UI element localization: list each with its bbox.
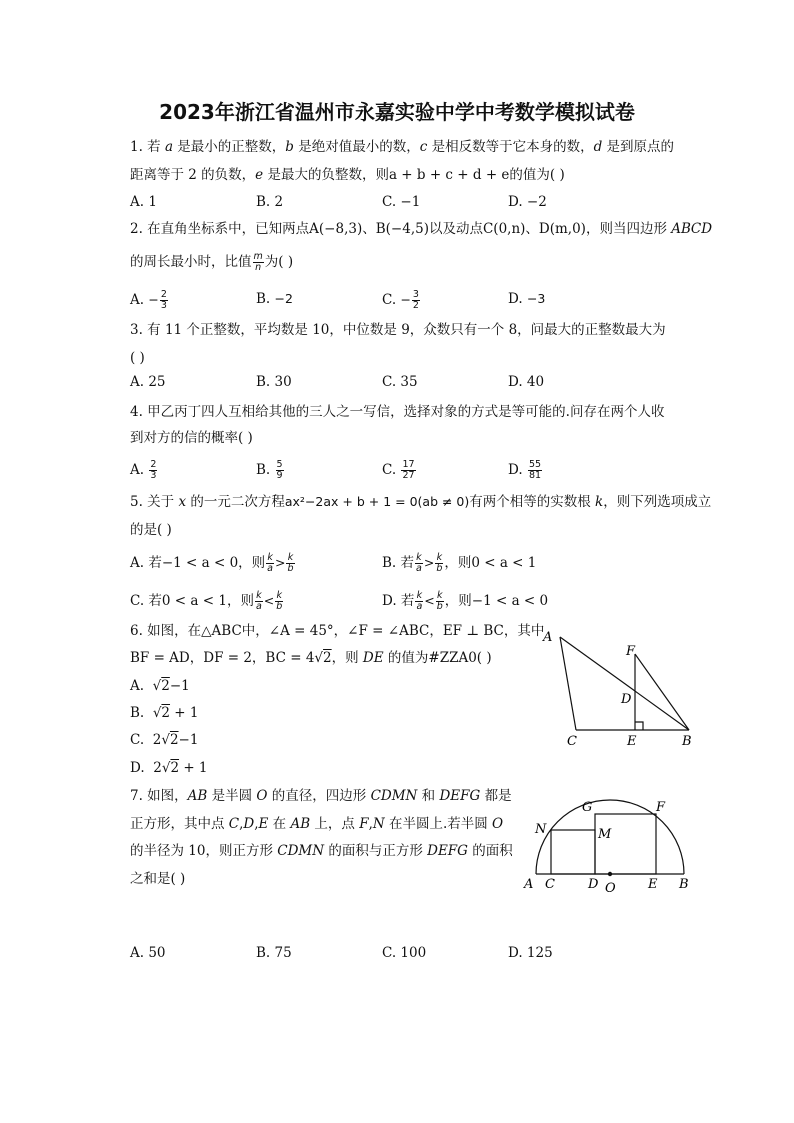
relation: < [424,593,435,608]
frac-den: 3 [160,300,167,311]
segment-AB [560,637,689,730]
option-label: B. [256,291,271,307]
square-CDMN [551,830,595,874]
frac-den: 3 [150,470,157,481]
q2-option-a [130,290,169,311]
q6-line2-pre: BF = AD，DF = 2，BC = 4 [130,650,315,666]
q5-line2: 的是( ) [130,522,172,538]
q6-line2-post: ，则 𝐷𝐸 的值为#ZZA0( ) [331,650,492,666]
segment-AC [560,637,576,730]
q7-option-b: B. 75 [256,945,292,961]
q6-line1: 6. 如图，在△ABC中，∠A = 45°，∠F = ∠ABC，EF ⊥ BC，其中 [130,623,545,639]
label-N: N [535,822,547,837]
label-C: C [567,734,577,749]
label-F: F [656,800,666,815]
frac-num: k [287,552,294,563]
relation: > [423,555,435,570]
fraction [412,290,420,311]
q7-option-d: D. 125 [508,945,553,961]
radical-sign: √ [161,732,170,748]
q3-line1: 3. 有 11 个正整数，平均数是 10，中位数是 9，众数只有一个 8，问最大的正整数最大为 [130,322,666,338]
label-E: E [627,734,637,749]
option-label: D. [508,462,523,478]
frac-den: b [287,563,294,574]
option-text: ，则−1 < a < 0 [444,593,549,609]
q1-option-c: C. −1 [382,194,421,210]
q1-option-a: A. 1 [130,194,157,210]
q2-line2-post: 为( ) [264,254,294,270]
q2-ratio-fraction [253,252,264,273]
q3-option-b: B. 30 [256,374,292,390]
fraction [266,553,274,574]
frac-num: 55 [528,459,542,470]
frac-den: b [436,563,443,574]
option-label: A. [130,462,145,478]
option-text: D. 若 [382,593,415,609]
label-G: G [582,800,593,815]
q4-option-a [130,460,158,481]
frac-den: a [416,563,422,574]
fraction [160,290,168,311]
radical-sign: √ [161,760,171,776]
label-F: F [626,644,636,659]
q7-line3: 的半径为 10，则正方形 𝐶𝐷𝑀𝑁 的面积与正方形 𝐷𝐸𝐹𝐺 的面积 [130,843,513,859]
frac-den: 9 [276,470,283,481]
fraction [436,591,444,612]
q6-option-b [130,704,199,722]
label-D: D [588,877,599,892]
q6-option-d [130,759,208,777]
right-angle-mark [635,722,643,730]
q3-option-d: D. 40 [508,374,545,390]
q3-option-c: C. 35 [382,374,418,390]
fraction [276,460,284,481]
frac-num: 5 [276,459,283,470]
q4-line1: 4. 甲乙丙丁四人互相给其他的三人之一写信，选择对象的方式是等可能的.问存在两个人收 [130,404,665,420]
frac-den: 2 [412,300,419,311]
q7-semicircle-figure [520,790,700,900]
q7-option-a: A. 50 [130,945,166,961]
option-value: −3 [526,291,546,306]
q7-line1: 7. 如图，𝐴𝐵 是半圆 𝑂 的直径，四边形 𝐶𝐷𝑀𝑁 和 𝐷𝐸𝐹𝐺 都是 [130,788,512,804]
q7-line4: 之和是( ) [130,871,186,887]
fraction [275,591,283,612]
fraction [528,460,542,481]
frac-num: k [416,590,423,601]
relation: > [275,555,286,570]
q5-option-c [130,591,284,612]
radical-sign: √ [152,705,162,721]
q1-line2: 距离等于 2 的负数，𝑒 是最大的负整数，则a + b + c + d + e的值为( ) [130,167,565,183]
q5-line1-pre: 5. 关于 𝑥 的一元二次方程 [130,494,285,510]
frac-num: 2 [160,289,167,300]
option-tail: −1 [178,732,199,748]
option-text: C. 若0 < a < 1，则 [130,593,254,609]
frac-num: k [256,590,262,601]
square-DEFG [595,814,656,874]
option-tail: + 1 [170,705,199,721]
option-label: D. [508,291,523,307]
label-O: O [605,881,616,896]
frac-den: n [255,262,262,273]
q6-option-a [130,677,190,695]
relation: < [263,593,275,608]
radicand: 2 [170,760,180,776]
label-B: B [682,734,692,749]
center-point-O [608,872,612,876]
option-label: C. [382,462,397,478]
radicand: 2 [161,678,170,694]
option-text: A. 若−1 < a < 0，则 [130,555,266,571]
frac-den: a [267,563,273,574]
q3-line2: ( ) [130,350,145,366]
fraction [415,553,423,574]
q2-line1: 2. 在直角坐标系中，已知两点A(−8,3)、B(−4,5)以及动点C(0,n)、D(m,0)，则当四边形 𝐴𝐵𝐶𝐷 [130,221,713,237]
option-tail: + 1 [179,760,208,776]
radical-sign: √ [152,678,162,694]
q5-option-a [130,553,296,574]
frac-den: 27 [402,470,415,481]
segment-FB [635,654,689,730]
radicand: 2 [169,732,179,748]
frac-num: k [437,590,443,601]
option-text: ，则0 < a < 1 [444,555,537,571]
option-label: A. [130,678,145,694]
option-label: A. [130,292,145,308]
q6-triangle-figure [535,625,705,750]
label-A: A [543,630,553,645]
q2-option-d [508,290,545,308]
frac-num: k [436,552,443,563]
q7-option-c: C. 100 [382,945,427,961]
q1-line1: 1. 若 𝑎 是最小的正整数，𝑏 是绝对值最小的数，𝑐 是相反数等于它本身的数，𝑑 是到原点的 [130,139,675,155]
q1-option-d: D. −2 [508,194,547,210]
fraction [435,553,443,574]
q1-option-b: B. 2 [256,194,284,210]
coef: 2 [152,732,162,748]
option-label: B. [256,462,271,478]
option-tail: −1 [169,678,190,694]
fraction [255,591,263,612]
label-C: C [545,877,555,892]
option-value: −2 [274,291,293,306]
q7-line2: 正方形，其中点 𝐶,𝐷,𝐸 在 𝐴𝐵 上，点 𝐹,𝑁 在半圆上.若半圆 𝑂 [130,816,504,832]
coef: 2 [153,760,162,776]
q6-option-c [130,731,198,749]
q4-option-d [508,460,543,481]
frac-den: a [255,601,262,612]
q5-option-d [382,591,548,612]
frac-den: b [276,601,283,612]
label-D: D [621,692,632,707]
frac-den: a [416,601,423,612]
q4-option-b [256,460,285,481]
neg-sign: − [148,292,159,307]
q6-line2 [130,649,492,667]
option-label: C. [130,732,145,748]
frac-den: 81 [528,470,542,481]
label-M: M [598,827,612,842]
frac-num: 17 [402,459,415,470]
q5-line1 [130,493,711,511]
q2-option-b [256,290,293,308]
label-B: B [679,877,689,892]
q2-line2-pre: 的周长最小时，比值 [130,254,252,270]
q5-equation: ax²−2ax + b + 1 = 0(ab ≠ 0) [284,494,470,509]
neg-sign: − [400,292,411,307]
option-label: D. [130,760,145,776]
radicand: 2 [161,705,171,721]
frac-den: b [436,601,443,612]
option-label: B. [130,705,145,721]
q5-line1-post: 有两个相等的实数根 𝑘，则下列选项成立 [469,494,712,510]
q3-option-a: A. 25 [130,374,166,390]
option-label: C. [382,292,397,308]
q4-line2: 到对方的信的概率( ) [130,430,253,446]
label-E: E [648,877,658,892]
q2-option-c [382,290,421,311]
q2-line2 [130,252,293,273]
q5-option-b [382,553,536,574]
option-text: B. 若 [382,555,415,571]
radicand: 2 [323,650,332,666]
fraction [415,591,423,612]
q4-option-c [382,460,417,481]
exam-title: 2023年浙江省温州市永嘉实验中学中考数学模拟试卷 [159,100,635,124]
label-A: A [524,877,534,892]
frac-num: m [253,251,263,262]
radical-sign: √ [314,650,324,666]
fraction [286,553,294,574]
fraction [401,460,415,481]
fraction [149,460,157,481]
frac-num: k [276,590,283,601]
frac-num: 2 [150,459,157,470]
frac-num: k [416,552,422,563]
frac-num: k [267,552,273,563]
frac-num: 3 [412,289,419,300]
